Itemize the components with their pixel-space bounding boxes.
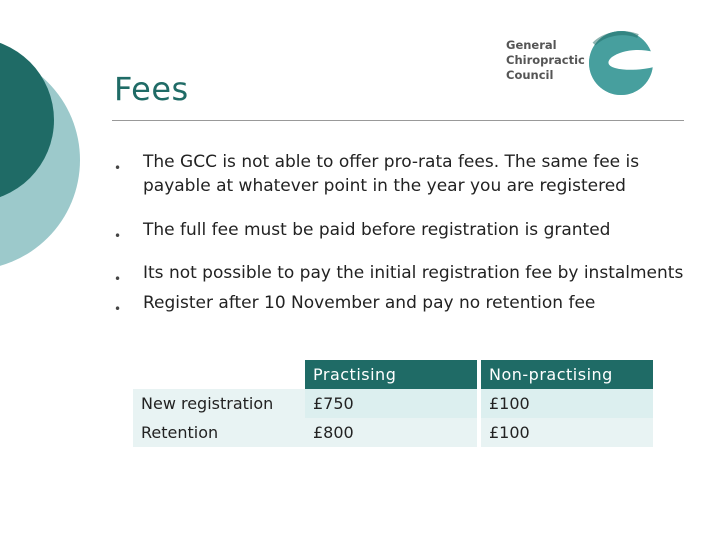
logo-text <box>506 38 585 83</box>
row-label: New registration <box>133 389 305 418</box>
bullet-text: Its not possible to pay the initial registration fee by instalments <box>143 263 684 283</box>
table-row <box>133 418 653 447</box>
logo-line-1: General <box>506 38 557 52</box>
title-divider <box>112 120 684 121</box>
bullet-dot: • <box>114 161 122 175</box>
cell-practising: £750 <box>305 389 479 418</box>
logo-mark-icon <box>588 30 654 96</box>
row-label: Retention <box>133 418 305 447</box>
logo-line-2: Chiropractic <box>506 53 585 67</box>
logo-line-3: Council <box>506 68 554 82</box>
table-header-practising: Practising <box>305 360 479 389</box>
table-header-row <box>133 360 653 389</box>
cell-practising: £800 <box>305 418 479 447</box>
cell-non-practising: £100 <box>479 418 653 447</box>
page-title: Fees <box>114 70 189 108</box>
bullet-dot: • <box>114 302 122 316</box>
table-row <box>133 389 653 418</box>
bullet-dot: • <box>114 229 122 243</box>
bullet-dot: • <box>114 272 122 286</box>
decorative-circles <box>0 0 110 300</box>
bullet-text: The GCC is not able to offer pro-rata fees. The same fee is payable at whatever point in the year you are registered <box>143 152 640 196</box>
bullet-text: The full fee must be paid before registration is granted <box>143 220 611 240</box>
bullet-text: Register after 10 November and pay no retention fee <box>143 293 596 313</box>
cell-non-practising: £100 <box>479 389 653 418</box>
fee-table <box>133 360 653 447</box>
table-header-blank <box>133 360 305 389</box>
gcc-logo <box>506 32 656 92</box>
table-header-non-practising: Non-practising <box>479 360 653 389</box>
